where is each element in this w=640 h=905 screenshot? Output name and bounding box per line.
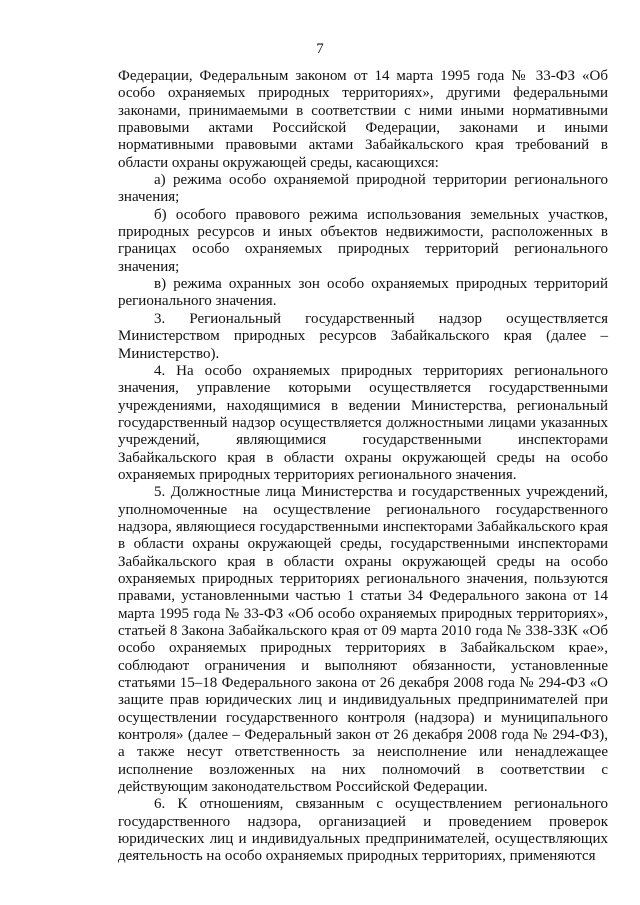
document-body [118,68,608,866]
paragraph-item-v: в) режима охранных зон особо охраняемых природных территорий регионального значения. [118,276,608,310]
paragraph-5: 5. Должностные лица Министерства и государственных учреждений, уполномоченные на осуществление регионального государственного надзора, являющиеся государственными инспекторами Забайкальского края в области охраны окружающей среды, государственными инспекторами Забайкальского края в области охраны окружающей среды на особо охраняемых природных территориях регионального значения, пользуются правами, установленными частью 1 статьи 34 Федерального закона от 14 марта 1995 года № 33-ФЗ «Об особо охраняемых природных территориях», статьей 8 Закона Забайкальского края от 09 марта 2010 года № 338-ЗЗК «Об особо охраняемых природных территориях в Забайкальском крае», соблюдают ограничения и выполняют обязанности, установленные статьями 15–18 Федерального закона от 26 декабря 2008 года № 294-ФЗ «О защите прав юридических лиц и индивидуальных предпринимателей при осуществлении государственного контроля (надзора) и муниципального контроля» (далее – Федеральный закон от 26 декабря 2008 года № 294-ФЗ), а также несут ответственность за неисполнение или ненадлежащее исполнение возложенных на них полномочий в соответствии с действующим законодательством Российской Федерации. [118,484,608,796]
paragraph-item-b: б) особого правового режима использования земельных участков, природных ресурсов и иных объектов недвижимости, расположенных в границах особо охраняемых природных территорий регионального значения; [118,206,608,275]
paragraph-continuation: Федерации, Федеральным законом от 14 марта 1995 года № 33-ФЗ «Об особо охраняемых природных территориях», другими федеральными законами, принимаемыми в соответствии с ними иными нормативными правовыми актами Российской Федерации, законами и иными нормативными правовыми актами Забайкальского края требований в области охраны окружающей среды, касающихся: [118,68,608,171]
paragraph-3: 3. Региональный государственный надзор осуществляется Министерством природных ресурсов Забайкальского края (далее – Министерство). [118,310,608,362]
paragraph-4: 4. На особо охраняемых природных территориях регионального значения, управление которыми осуществляется государственными учреждениями, находящимися в ведении Министерства, региональный государственный надзор осуществляется должностными лицами указанных учреждений, являющимися государственными инспекторами Забайкальского края в области охраны окружающей среды на особо охраняемых природных территориях регионального значения. [118,362,608,483]
paragraph-6: 6. К отношениям, связанным с осуществлением регионального государственного надзора, организацией и проведением проверок юридических лиц и индивидуальных предпринимателей, осуществляющих деятельность на особо охраняемых природных территориях, применяются [118,796,608,865]
paragraph-item-a: а) режима особо охраняемой природной территории регионального значения; [118,172,608,206]
page-number: 7 [316,41,324,57]
